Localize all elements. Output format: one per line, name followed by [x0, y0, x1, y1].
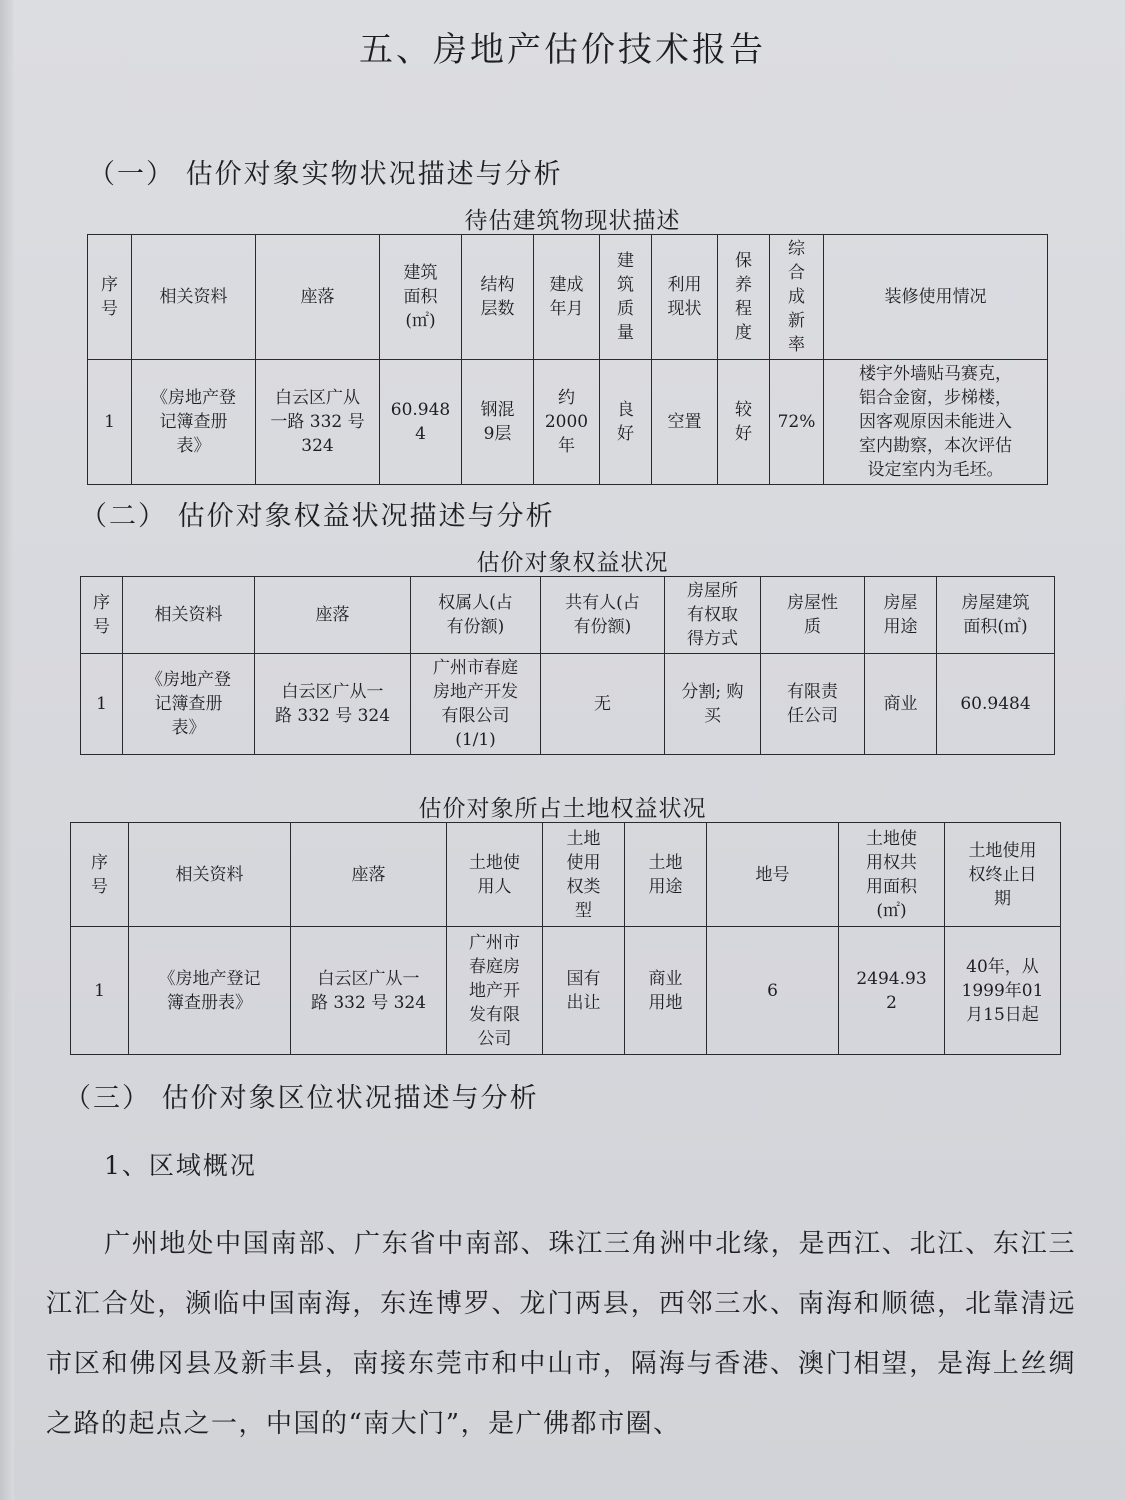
header-cell: 保 养 程 度: [718, 235, 770, 360]
header-cell: 土地使 用人: [447, 823, 543, 927]
table-cell: 白云区广从一 路 332 号 324: [255, 654, 411, 755]
table-cell: 40年，从 1999年01 月15日起: [945, 927, 1061, 1055]
table-cell: 无: [541, 654, 665, 755]
building-status-table: [87, 234, 1048, 485]
table-cell: 2494.93 2: [839, 927, 945, 1055]
table-cell: 有限责 任公司: [761, 654, 865, 755]
section3-subheading: 1、区域概况: [104, 1151, 257, 1180]
region-overview-paragraph: 广州地处中国南部、广东省中南部、珠江三角洲中北缘，是西江、北江、东江三江汇合处，濒临中国南海，东连博罗、龙门两县，西邻三水、南海和顺德，北靠清远市区和佛冈县及新丰县，南接东莞市和中山市，隔海与香港、澳门相望，是海上丝绸之路的起点之一，中国的“南大门”，是广佛都市圈、: [46, 1229, 1076, 1439]
table-cell: 分割; 购 买: [665, 654, 761, 755]
header-cell: 房屋所 有权取 得方式: [665, 577, 761, 654]
table-cell: 白云区广从一 路 332 号 324: [291, 927, 447, 1055]
header-cell: 相关资料: [129, 823, 291, 927]
header-cell: 序 号: [71, 823, 129, 927]
header-cell: 座落: [255, 577, 411, 654]
table-cell: 楼宇外墙贴马赛克， 铝合金窗，步梯楼， 因客观原因未能进入 室内勘察，本次评估 设定室内为毛坯。: [824, 360, 1048, 485]
table-cell: 商业 用地: [625, 927, 707, 1055]
table-cell: 商业: [865, 654, 937, 755]
table-cell: 广州市春庭 房地产开发 有限公司 (1/1): [411, 654, 541, 755]
header-cell: 房屋性 质: [761, 577, 865, 654]
section2-heading: （二） 估价对象权益状况描述与分析: [80, 501, 555, 532]
table-header-row: [71, 823, 1061, 927]
table-row: [88, 360, 1048, 485]
report-title: 五、房地产估价技术报告: [359, 30, 766, 70]
table-cell: 6: [707, 927, 839, 1055]
table-cell: 1: [88, 360, 132, 485]
table-cell: 72%: [770, 360, 824, 485]
table-cell: 1: [71, 927, 129, 1055]
section1-heading: （一） 估价对象实物状况描述与分析: [88, 159, 563, 190]
header-cell: 土地使用 权终止日 期: [945, 823, 1061, 927]
table-row: [81, 654, 1055, 755]
header-cell: 利用 现状: [652, 235, 718, 360]
table-cell: 空置: [652, 360, 718, 485]
table-cell: 1: [81, 654, 123, 755]
header-cell: 座落: [291, 823, 447, 927]
header-cell: 序 号: [81, 577, 123, 654]
header-cell: 土地 使用 权类 型: [543, 823, 625, 927]
header-cell: 序 号: [88, 235, 132, 360]
section3-heading: （三） 估价对象区位状况描述与分析: [64, 1083, 539, 1114]
header-cell: 座落: [256, 235, 380, 360]
header-cell: 土地 用途: [625, 823, 707, 927]
header-cell: 装修使用情况: [824, 235, 1048, 360]
table-cell: 较 好: [718, 360, 770, 485]
table-cell: 《房地产登记 簿查册表》: [129, 927, 291, 1055]
table-cell: 广州市 春庭房 地产开 发有限 公司: [447, 927, 543, 1055]
table-cell: 约 2000 年: [534, 360, 600, 485]
table-cell: 白云区广从 一路 332 号 324: [256, 360, 380, 485]
land-rights-table: [70, 822, 1061, 1055]
header-cell: 建筑 面积 (㎡): [380, 235, 462, 360]
header-cell: 土地使 用权共 用面积 (㎡): [839, 823, 945, 927]
section1-table-caption: 待估建筑物现状描述: [464, 208, 681, 234]
header-cell: 相关资料: [123, 577, 255, 654]
header-cell: 房屋建筑 面积(㎡): [937, 577, 1055, 654]
table-cell: 国有 出让: [543, 927, 625, 1055]
table-row: [71, 927, 1061, 1055]
header-cell: 相关资料: [132, 235, 256, 360]
table-cell: 钢混 9层: [462, 360, 534, 485]
section2-table-caption: 估价对象权益状况: [476, 550, 669, 576]
table-cell: 60.9484: [937, 654, 1055, 755]
header-cell: 建 筑 质 量: [600, 235, 652, 360]
header-cell: 权属人(占 有份额): [411, 577, 541, 654]
table-cell: 《房地产登 记簿查册 表》: [132, 360, 256, 485]
property-rights-table: [80, 576, 1055, 755]
header-cell: 共有人(占 有份额): [541, 577, 665, 654]
header-cell: 建成 年月: [534, 235, 600, 360]
table-cell: 良 好: [600, 360, 652, 485]
table-cell: 60.948 4: [380, 360, 462, 485]
header-cell: 结构 层数: [462, 235, 534, 360]
header-cell: 房屋 用途: [865, 577, 937, 654]
table-header-row: [81, 577, 1055, 654]
land-table-caption: 估价对象所占土地权益状况: [418, 796, 707, 822]
header-cell: 地号: [707, 823, 839, 927]
table-header-row: [88, 235, 1048, 360]
table-cell: 《房地产登 记簿查册 表》: [123, 654, 255, 755]
header-cell: 综 合 成 新 率: [770, 235, 824, 360]
